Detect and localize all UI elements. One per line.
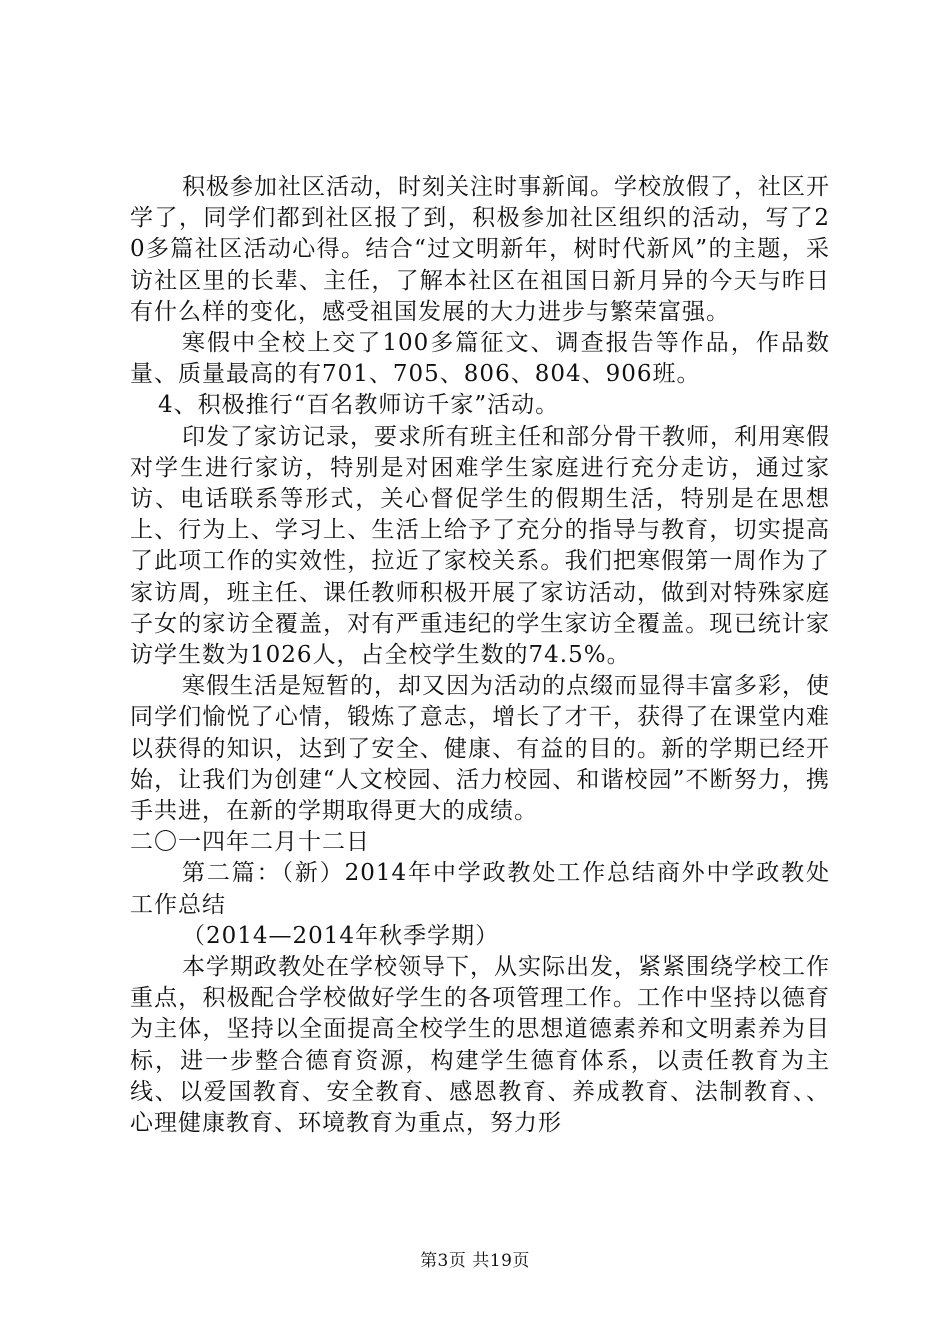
page-footer: 第3页 共19页 (420, 1251, 530, 1271)
paragraph-essay-submissions: 寒假中全校上交了100多篇征文、调查报告等作品，作品数量、质量最高的有701、705、806、804、906班。 (130, 330, 830, 388)
document-date: 二〇一四年二月十二日 (130, 829, 370, 856)
second-article-title: 第二篇：（新）2014年中学政教处工作总结商外中学政教处工作总结 (130, 860, 830, 918)
document-body (130, 172, 830, 1139)
paragraph-second-article-intro: 本学期政教处在学校领导下，从实际出发，紧紧围绕学校工作重点，积极配合学校做好学生的各项管理工作。工作中坚持以德育为主体，坚持以全面提高全校学生的思想道德素养和文明素养为目标，进一步整合德育资源，构建学生德育体系，以责任教育为主线、以爱国教育、安全教育、感恩教育、养成教育、法制教育、、心理健康教育、环境教育为重点，努力形 (130, 954, 830, 1137)
paragraph-community-activities: 积极参加社区活动，时刻关注时事新闻。学校放假了，社区开学了，同学们都到社区报了到，积极参加社区组织的活动，写了20多篇社区活动心得。结合“过文明新年，树时代新风”的主题，采访社区里的长辈、主任，了解本社区在祖国日新月异的今天与昨日有什么样的变化，感受祖国发展的大力进步与繁荣富强。 (130, 174, 830, 325)
paragraph-home-visits: 印发了家访记录，要求所有班主任和部分骨干教师，利用寒假对学生进行家访，特别是对困难学生家庭进行充分走访，通过家访、电话联系等形式，关心督促学生的假期生活，特别是在思想上、行为上、学习上、生活上给予了充分的指导与教育，切实提高了此项工作的实效性，拉近了家校关系。我们把寒假第一周作为了家访周，班主任、课任教师积极开展了家访活动，做到对特殊家庭子女的家访全覆盖，对有严重违纪的学生家访全覆盖。现已统计家访学生数为1026人，占全校学生数的74.5%。 (130, 423, 830, 669)
section-heading-home-visits: 4、积极推行“百名教师访千家”活动。 (158, 392, 560, 419)
second-article-term: （2014—2014年秋季学期） (182, 922, 500, 949)
paragraph-conclusion: 寒假生活是短暂的，却又因为活动的点缀而显得丰富多彩，使同学们愉悦了心情，锻炼了意志，增长了才干，获得了在课堂内难以获得的知识，达到了安全、健康、有益的目的。新的学期已经开始，让我们为创建“人文校园、活力校园、和谐校园”不断努力，携手共进，在新的学期取得更大的成绩。 (130, 673, 830, 825)
